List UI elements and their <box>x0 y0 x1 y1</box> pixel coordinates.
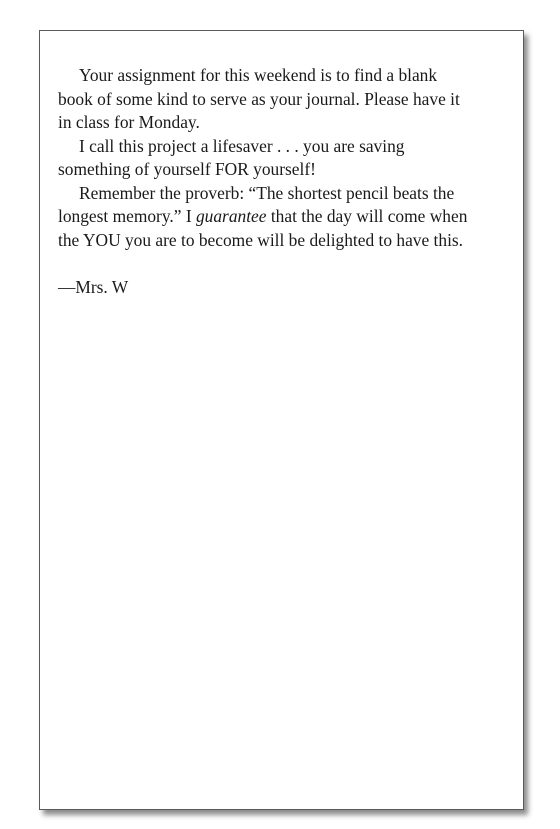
paragraph-lifesaver: I call this project a lifesaver . . . you are saving something of yourself FOR yourself! <box>58 135 405 179</box>
proverb-text-before: Remember the proverb: “The shortest pencil beats the longest memory.” I <box>58 182 455 226</box>
emphasis-guarantee: guarantee <box>195 206 267 226</box>
document-page <box>39 30 524 810</box>
signature: —Mrs. W <box>58 276 129 297</box>
paragraph-proverb <box>58 182 514 253</box>
paragraph-assignment: Your assignment for this weekend is to find a blank book of some kind to serve as your journal. Please have it in class for Monday. <box>58 65 460 132</box>
letter-body <box>58 64 514 299</box>
proverb-text-after: that the day will come when the YOU you are to become will be delighted to have this. <box>58 206 468 250</box>
